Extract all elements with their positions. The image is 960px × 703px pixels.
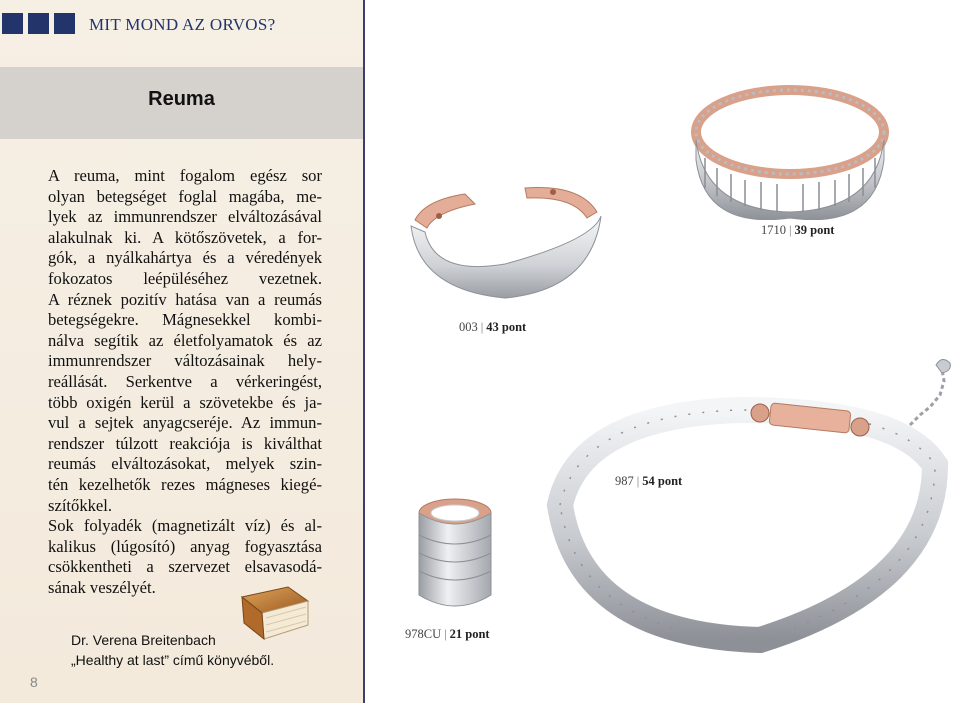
body-line: Sok folyadék (magnetizált víz) és al- xyxy=(48,516,322,536)
body-line: sának veszélyét. xyxy=(48,577,156,597)
body-line: csökkentheti a szervezet elsavasodá- xyxy=(48,557,322,577)
product-code: 003 xyxy=(459,320,478,334)
book-icon xyxy=(232,585,314,641)
product-points: 39 pont xyxy=(794,223,835,237)
body-line: betegségekre. Mágnesekkel kombi- xyxy=(48,310,322,330)
product-page xyxy=(365,0,960,703)
product-label xyxy=(405,627,490,642)
header-square-icon xyxy=(28,13,49,34)
section-title: MIT MOND AZ ORVOS? xyxy=(89,15,276,34)
stretch-bracelet-icon xyxy=(685,70,895,220)
body-line: A reuma, mint fogalom egész sor xyxy=(48,166,322,185)
label-separator: | xyxy=(480,320,484,334)
body-line: tén kezelhetők rezes mágneses kiegé- xyxy=(48,474,322,494)
article-title: Reuma xyxy=(148,88,215,110)
article-body xyxy=(48,166,322,598)
product-points: 54 pont xyxy=(642,474,683,488)
product-points: 21 pont xyxy=(449,627,490,641)
label-separator: | xyxy=(789,223,792,237)
product-label xyxy=(459,320,526,335)
product-code: 978CU xyxy=(405,627,442,641)
product-code: 987 xyxy=(615,474,634,488)
body-line: A réznek pozitív hatása van a reumás xyxy=(48,289,322,309)
body-line: reumás elváltozásokat, melyek szin- xyxy=(48,454,322,474)
body-line: gók, a nyálkahártya és a véredények xyxy=(48,248,322,268)
body-line: rendszer túlzott reakciója is kiválthat xyxy=(48,433,322,453)
body-line: vul a sejtek anyagcseréje. Az immun- xyxy=(48,413,322,433)
product-code: 1710 xyxy=(761,223,786,237)
body-line: reállását. Serkentve a vérkeringést, xyxy=(48,371,322,391)
label-separator: | xyxy=(636,474,640,488)
product-points: 43 pont xyxy=(486,320,527,334)
body-line: szítőkkel. xyxy=(48,495,113,515)
body-line: olyan betegséget foglal magába, me- xyxy=(48,186,322,206)
left-page xyxy=(0,0,363,703)
body-line: alakulnak ki. A kötőszövetek, a for- xyxy=(48,227,322,247)
body-line: lyek az immunrendszer elváltozásával xyxy=(48,207,322,227)
body-line: kalikus (lúgosító) anyag fogyasztása xyxy=(48,536,322,556)
cuff-bracelet-icon xyxy=(405,180,605,305)
product-label xyxy=(615,474,682,489)
article-source: „Healthy at last” című könyvéből. xyxy=(71,652,275,668)
header-square-icon xyxy=(54,13,75,34)
page-number: 8 xyxy=(30,674,38,690)
section-header xyxy=(0,0,363,52)
body-line: nálva segítik az életfolyamatok és az xyxy=(48,330,322,350)
header-square-icon xyxy=(2,13,23,34)
body-line: fokozatos leépüléséhez vezetnek. xyxy=(48,268,322,288)
body-line: több oxigén kerül a szövetekbe és ja- xyxy=(48,392,322,412)
label-separator: | xyxy=(444,627,447,641)
product-label xyxy=(761,223,834,238)
article-author: Dr. Verena Breitenbach xyxy=(71,632,216,648)
body-line: immunrendszer változásainak hely- xyxy=(48,351,322,371)
ring-icon xyxy=(415,495,495,615)
chain-bracelet-icon xyxy=(540,355,960,655)
